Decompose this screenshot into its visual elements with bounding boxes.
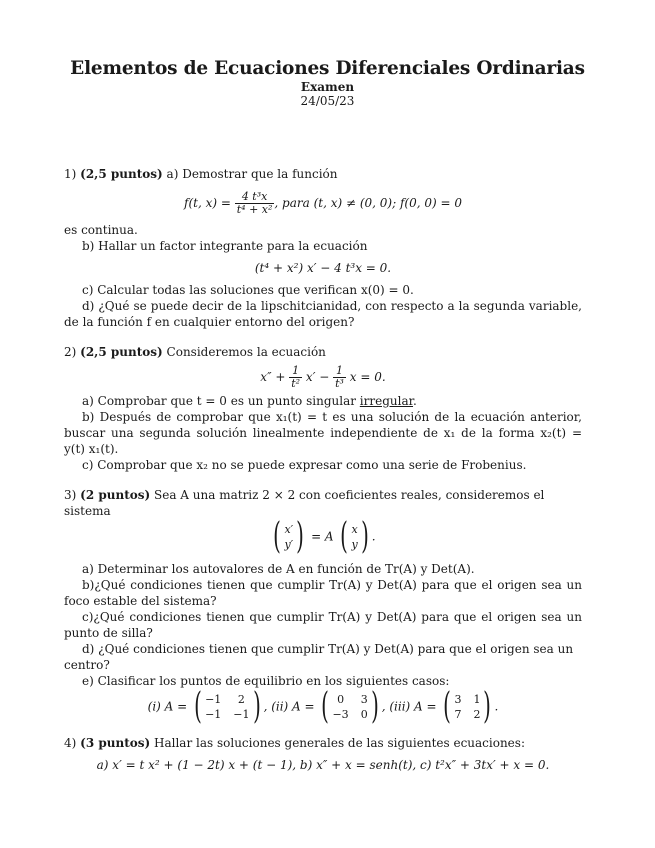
page-subtitle: Examen — [300, 80, 355, 94]
q3-part-e: e) Clasificar los puntos de equilibrio en los siguientes casos: — [82, 674, 450, 688]
q3-part-d: d) ¿Qué condiciones tienen que cumplir Tr(A) y Det(A) para que el origen sea un centro? — [64, 642, 574, 672]
matrix-entry: 7 — [454, 708, 462, 721]
question-number: 4) — [64, 736, 77, 750]
right-paren: ) — [483, 686, 492, 727]
question-intro: Hallar las soluciones generales de las siguientes ecuaciones: — [154, 736, 525, 750]
vector-entry: y — [351, 538, 358, 551]
function-fraction — [235, 191, 275, 216]
question-4 — [64, 735, 582, 773]
matrix-entry: −3 — [332, 708, 349, 721]
equation-fraction — [333, 365, 346, 390]
vector-entry: x — [351, 523, 358, 536]
equation-term: x″ + — [260, 370, 286, 384]
fraction-numerator: 4 t³x — [241, 190, 268, 203]
q2-part-a — [64, 393, 582, 409]
matrix-entry: 3 — [454, 693, 462, 706]
matrix-entry: 0 — [360, 708, 368, 721]
q3-part-a: a) Determinar los autovalores de A en función de Tr(A) y Det(A). — [82, 562, 475, 576]
exam-header — [0, 58, 655, 109]
function-lhs: f(t, x) = — [184, 196, 231, 210]
question-points: (2 puntos) — [80, 488, 151, 502]
question-3 — [64, 487, 582, 731]
q1-part-b: b) Hallar un factor integrante para la ecuación — [82, 239, 368, 253]
matrix-entry: −1 — [205, 708, 222, 721]
q1-part-c: c) Calcular todas las soluciones que verifican x(0) = 0. — [82, 283, 414, 297]
matrix-entry: 2 — [473, 708, 481, 721]
question-2 — [64, 344, 582, 473]
case-label: (i) A = — [147, 699, 188, 714]
q2-part-a-underlined: irregular — [359, 394, 414, 408]
vector-entry: x′ — [284, 523, 294, 536]
question-intro: Consideremos la ecuación — [166, 345, 326, 359]
left-paren: ( — [321, 686, 330, 727]
right-paren: ) — [370, 686, 379, 727]
matrix-entry: 2 — [237, 693, 245, 706]
case-label: , (iii) A = — [381, 699, 437, 714]
function-definition — [64, 191, 582, 216]
question-points: (2,5 puntos) — [80, 167, 163, 181]
equation-term: x = 0. — [349, 370, 386, 384]
fraction-denominator: t² — [291, 377, 301, 390]
matrix-entry: 0 — [337, 693, 345, 706]
equation-fraction — [289, 365, 302, 390]
exam-date: 24/05/23 — [300, 94, 355, 108]
q3-system — [64, 516, 582, 561]
q1-part-d: d) ¿Qué se puede decir de la lipschitcianidad, con respecto a la segunda variable, de la función f en cualquier entorno del origen? — [64, 299, 582, 329]
left-paren: ( — [443, 686, 452, 727]
question-points: (2,5 puntos) — [80, 345, 163, 359]
question-points: (3 puntos) — [80, 736, 151, 750]
q3-part-b: b)¿Qué condiciones tienen que cumplir Tr(A) y Det(A) para que el origen sea un foco estable del sistema? — [64, 578, 582, 608]
right-paren: ) — [360, 516, 369, 557]
q2-part-b: b) Después de comprobar que x₁(t) = t es una solución de la ecuación anterior, buscar una segunda solución linealmente independiente de x₁ de la forma x₂(t) = y(t) x₁(t). — [64, 410, 582, 456]
fraction-numerator: 1 — [292, 364, 300, 377]
vector-entry: y′ — [284, 538, 294, 551]
right-paren: ) — [252, 686, 261, 727]
q2-part-c: c) Comprobar que x₂ no se puede expresar como una serie de Frobenius. — [82, 458, 527, 472]
vector-left — [284, 522, 293, 552]
q2-part-a-end: . — [413, 394, 417, 408]
right-paren: ) — [296, 516, 305, 557]
matrix-entry: −1 — [233, 708, 250, 721]
question-number: 3) — [64, 488, 77, 502]
matrix-ii — [332, 692, 367, 722]
q3-cases — [64, 686, 582, 731]
q1-continuity-text: es continua. — [64, 223, 138, 237]
question-number: 2) — [64, 345, 77, 359]
left-paren: ( — [340, 516, 349, 557]
q3-part-c: c)¿Qué condiciones tienen que cumplir Tr(A) y Det(A) para que el origen sea un punto de silla? — [64, 610, 582, 640]
equation-term: x′ − — [305, 370, 330, 384]
matrix-entry: −1 — [205, 693, 222, 706]
matrix-entry: 3 — [360, 693, 368, 706]
case-label: , (ii) A = — [263, 699, 315, 714]
exam-body — [64, 166, 582, 773]
fraction-numerator: 1 — [336, 364, 344, 377]
matrix-iii — [454, 692, 480, 722]
fraction-denominator: t⁴ + x² — [236, 203, 273, 216]
system-equals: = A — [311, 529, 334, 544]
question-intro: a) Demostrar que la función — [166, 167, 338, 181]
left-paren: ( — [194, 686, 202, 727]
question-intro: Sea A una matriz 2 × 2 con coeficientes reales, consideremos el sistema — [64, 488, 545, 518]
matrix-i — [205, 692, 249, 722]
matrix-entry: 1 — [473, 693, 481, 706]
question-number: 1) — [64, 167, 77, 181]
question-1 — [64, 166, 582, 330]
cases-end: . — [494, 699, 499, 714]
left-paren: ( — [273, 516, 282, 557]
fraction-denominator: t³ — [335, 377, 344, 390]
function-condition: , para (t, x) ≠ (0, 0); f(0, 0) = 0 — [274, 196, 462, 210]
vector-right — [351, 522, 357, 552]
q2-part-a-text: a) Comprobar que t = 0 es un punto singular — [82, 394, 356, 408]
system-end: . — [371, 529, 376, 544]
q2-equation — [64, 365, 582, 390]
q4-equations: a) x′ = t x² + (1 − 2t) x + (t − 1), b) x″ + x = senh(t), c) t²x″ + 3tx′ + x = 0. — [96, 758, 550, 772]
q1-equation: (t⁴ + x²) x′ − 4 t³x = 0. — [254, 261, 392, 275]
page-title: Elementos de Ecuaciones Diferenciales Ordinarias — [70, 58, 585, 79]
